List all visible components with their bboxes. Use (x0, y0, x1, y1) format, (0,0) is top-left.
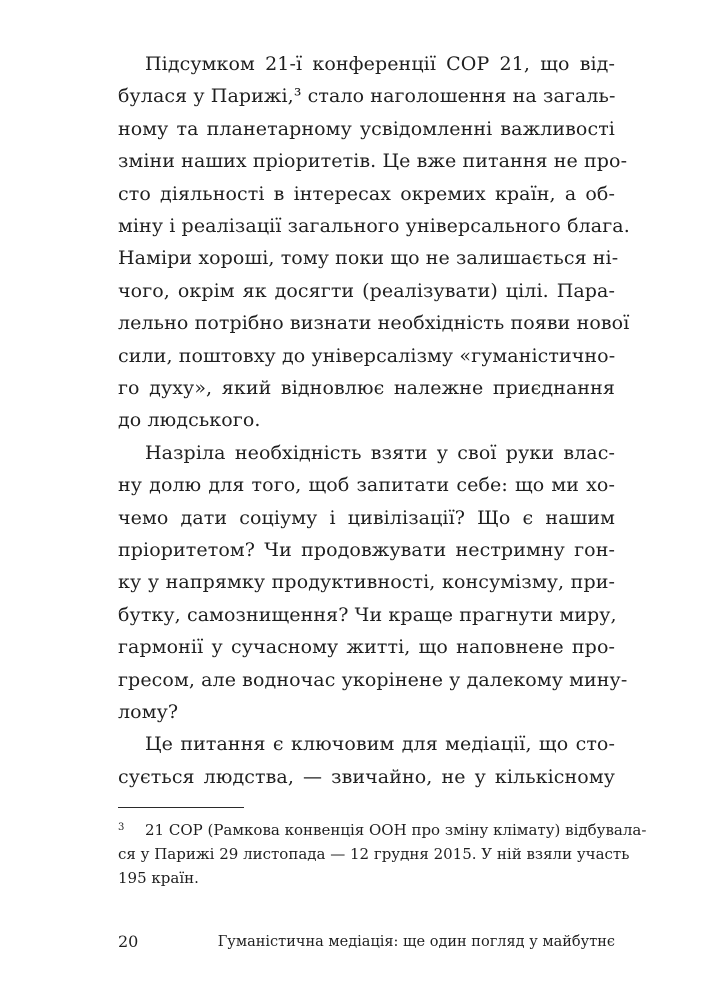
text-line: зміни наших пріоритетів. Це вже питання не про- (118, 150, 628, 172)
page-number: 20 (118, 932, 139, 951)
text-line: булася у Парижі,³ стало наголошення на загаль- (118, 85, 616, 107)
text-line: Це питання є ключовим для медіації, що сто- (145, 733, 615, 755)
text-line: сто діяльності в інтересах окремих країн, а об- (118, 183, 615, 205)
text-line: гресом, але водночас укорінене у далекому мину- (118, 669, 628, 691)
text-line: ному та планетарному усвідомленні важливості (118, 118, 615, 140)
text-line: лому? (118, 701, 179, 723)
footnote-divider (118, 807, 244, 808)
text-line: бутку, самознищення? Чи краще прагнути миру, (118, 604, 617, 626)
text-line: чого, окрім як досягти (реалізувати) цілі. Пара- (118, 280, 615, 302)
running-head: Гуманістична медіація: ще один погляд у майбутнє (217, 934, 615, 950)
text-line: го духу», який відновлює належне приєднання (118, 377, 615, 399)
text-line: до людського. (118, 409, 261, 431)
text-line: лельно потрібно визнати необхідність появи нової (118, 312, 630, 334)
text-line: ну долю для того, щоб запитати себе: що ми хо- (118, 474, 615, 496)
footnote-line: ся у Парижі 29 листопада — 12 грудня 2015. У ній взяли участь (118, 845, 630, 863)
text-line: сили, поштовху до універсалізму «гуманістично- (118, 345, 616, 367)
text-line: гармонії у сучасному житті, що наповнене про- (118, 636, 615, 658)
footnote-line: 195 країн. (118, 869, 199, 887)
text-line: ку у напрямку продуктивності, консумізму, при- (118, 571, 615, 593)
text-line: Підсумком 21-ї конференції COP 21, що від- (145, 53, 615, 75)
text-line: пріоритетом? Чи продовжувати нестримну гон- (118, 539, 615, 561)
text-line: Назріла необхідність взяти у свої руки влас- (145, 442, 615, 464)
footnote-marker: 3 (118, 822, 125, 833)
text-line: сується людства, — звичайно, не у кількісному (118, 766, 615, 788)
text-line: Наміри хороші, тому поки що не залишається ні- (118, 247, 619, 269)
footnote-line: 21 COP (Рамкова конвенція ООН про зміну клімату) відбувала- (145, 821, 647, 839)
text-line: міну і реалізації загального універсального блага. (118, 215, 630, 237)
text-line: чемо дати соціуму і цивілізації? Що є нашим (118, 507, 615, 529)
